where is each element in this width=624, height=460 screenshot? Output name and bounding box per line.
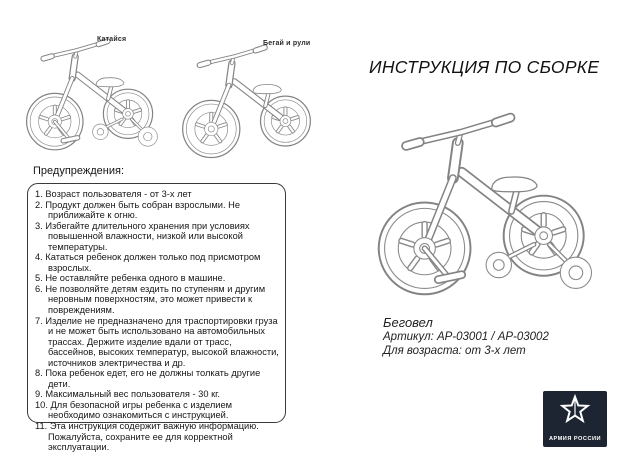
caption-balance-mode: Бегай и рули [263, 40, 311, 47]
warnings-box [27, 183, 286, 453]
warning-item: 11. Эта инструкция содержит важную информацию. Пожалуйста, сохраните ее для корректной эксплуатации. [35, 421, 259, 453]
warning-item: 9. Максимальный вес пользователя - 30 кг. [35, 389, 220, 400]
main-bike-figure [368, 96, 612, 311]
warning-item: 8. Пока ребенок едет, его не должны толкать другие дети. [35, 368, 261, 389]
brand-logo-text: АРМИЯ РОССИИ [548, 436, 602, 442]
warning-item: 3. Избегайте длительного хранения при условиях повышенной влажности, низкой или высокой температуры. [35, 220, 250, 252]
brand-logo [543, 391, 607, 447]
army-star-icon [559, 394, 591, 426]
figure-balance-mode-bike [176, 34, 328, 168]
warning-item: 2. Продукт должен быть собран взрослыми. Не приближайте к огню. [35, 199, 240, 221]
page-title: ИНСТРУКЦИЯ ПО СБОРКЕ [369, 57, 600, 77]
warning-item: 7. Изделие не предназначено для траспортировки груза и не может быть использовано на автомобильных трассах. Держите изделие вдали от трасс, бассейнов, высоких температур, высокой влажности, источников электричества и др. [35, 315, 279, 368]
product-name: Беговел [383, 315, 433, 330]
warning-item: 10. Для безопасной игры ребенка с изделием необходимо ознакомиться с инструкцией. [35, 399, 233, 421]
caption-ride-mode: Катайся [97, 36, 127, 43]
warning-item: 4. Кататься ребенок должен только под присмотром взрослых. [35, 252, 261, 273]
warning-item: 1. Возраст пользователя - от 3-х лет [35, 189, 192, 199]
warning-item: 6. Не позволяйте детям ездить по ступеням и другим неровным поверхностям, это может привести к повреждениям. [35, 283, 266, 316]
warnings-list [35, 189, 280, 453]
product-info [383, 315, 549, 358]
warnings-heading: Предупреждения: [33, 165, 125, 177]
product-age: Для возраста: от 3-х лет [383, 345, 526, 357]
figure-ride-mode-bike [20, 28, 170, 160]
product-article: Артикул: АР-03001 / АР-03002 [383, 331, 549, 343]
warning-item: 5. Не оставляйте ребенка одного в машине. [35, 273, 226, 284]
